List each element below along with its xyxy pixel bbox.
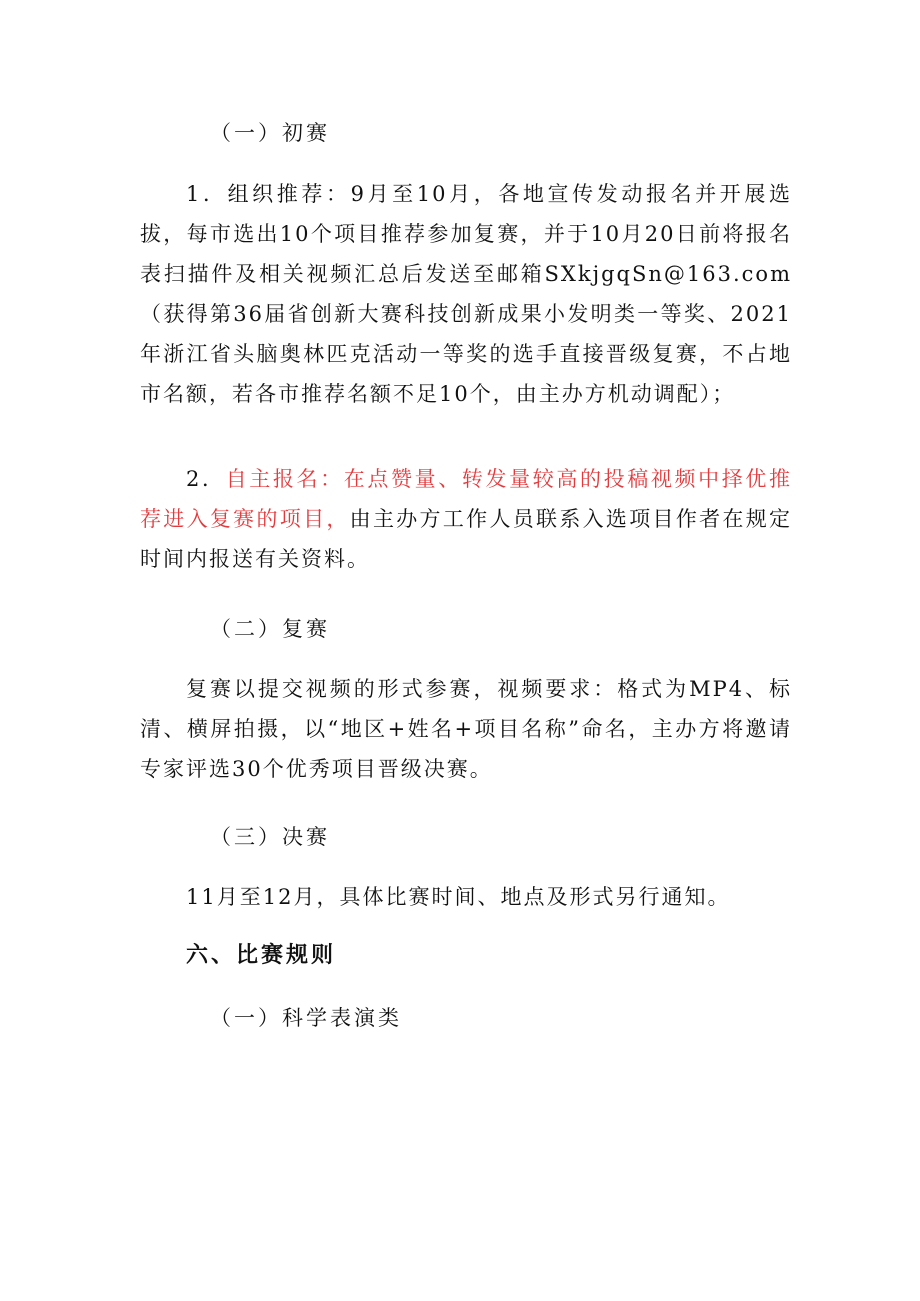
semifinal-heading: （二）复赛 [210, 617, 330, 641]
rules-sub-heading: （一）科学表演类 [210, 1006, 402, 1030]
prelim-item-2-rest: 由主办方工作人员联系入选项目作者在规定时间内报送有关资料。 [140, 507, 793, 571]
prelim-heading: （一）初赛 [210, 121, 330, 145]
prelim-item-1: 1．组织推荐：9月至10月，各地宣传发动报名并开展选拔，每市选出10个项目推荐参加复赛，并于10月20日前将报名表扫描件及相关视频汇总后发送至邮箱SXkjgqSn@163.com（获得第36届省创新大赛科技创新成果小发明类一等奖、2021年浙江省头脑奥林匹克活动一等奖的选手直接晋级复赛，不占地市名额，若各市推荐名额不足10个，由主办方机动调配）； [140, 182, 792, 406]
final-heading: （三）决赛 [210, 825, 330, 849]
semifinal-text: 复赛以提交视频的形式参赛，视频要求：格式为MP4、标清、横屏拍摄，以“地区+姓名+项目名称”命名，主办方将邀请专家评选30个优秀项目晋级决赛。 [140, 677, 792, 781]
prelim-item-2-number: 2． [186, 467, 226, 491]
prelim-item-2 [140, 459, 792, 579]
prelim-item-2-highlight: 自主报名：在点赞量、转发量较高的投稿视频中择优推荐进入复赛的项目， [140, 467, 792, 531]
rules-heading: 六、比赛规则 [186, 943, 337, 968]
final-text: 11月至12月，具体比赛时间、地点及形式另行通知。 [186, 885, 731, 909]
